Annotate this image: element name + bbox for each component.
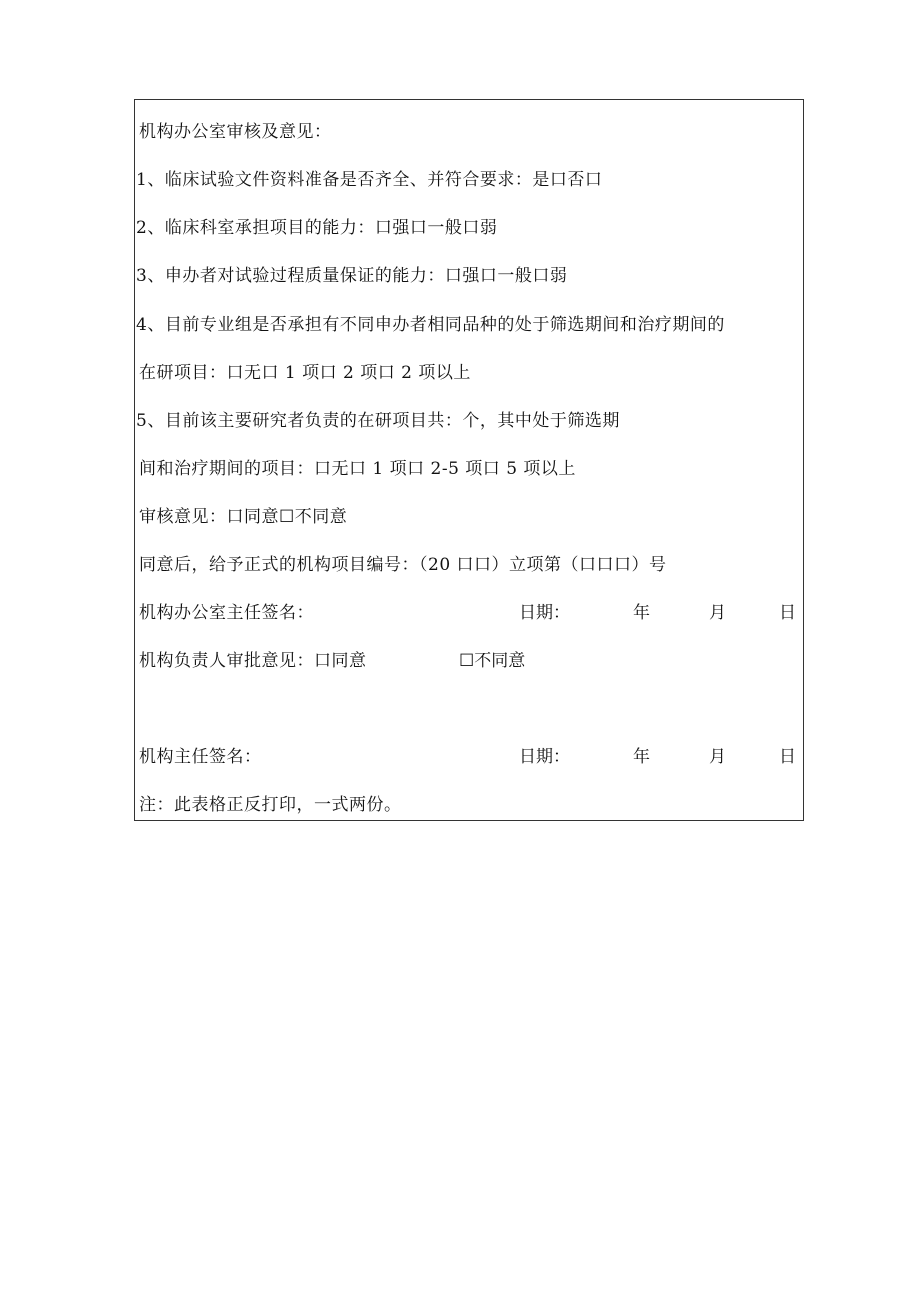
item-1-documents-complete: 1、临床试验文件资料准备是否齐全、并符合要求：是口否口 — [136, 170, 603, 190]
office-director-signature-label: 机构办公室主任签名： — [139, 603, 314, 623]
year-label-1: 年 — [633, 603, 650, 623]
year-label-2: 年 — [633, 747, 650, 767]
month-label-1: 月 — [709, 603, 726, 623]
office-review-title: 机构办公室审核及意见： — [139, 122, 332, 142]
item-4-line-2: 在研项目：口无口 1 项口 2 项口 2 项以上 — [139, 363, 471, 383]
item-5-line-2: 间和治疗期间的项目：口无口 1 项口 2-5 项口 5 项以上 — [139, 459, 576, 479]
item-3-sponsor-quality-assurance: 3、申办者对试验过程质量保证的能力：口强口一般口弱 — [136, 266, 568, 286]
date-label-1: 日期： — [519, 603, 570, 623]
director-signature-label: 机构主任签名： — [139, 747, 262, 767]
print-note: 注：此表格正反打印，一式两份。 — [139, 795, 402, 815]
item-5-line-1: 5、目前该主要研究者负责的在研项目共：个，其中处于筛选期 — [136, 411, 620, 431]
day-label-1: 日 — [779, 603, 796, 623]
head-approval-label: 机构负责人审批意见：口同意 — [139, 651, 367, 671]
month-label-2: 月 — [709, 747, 726, 767]
head-disagree-option: ☐不同意 — [459, 651, 526, 671]
review-form-table — [134, 99, 804, 821]
project-number: 同意后，给予正式的机构项目编号：（20 口口）立项第（口口口）号 — [139, 555, 667, 575]
review-opinion: 审核意见：口同意☐不同意 — [139, 507, 348, 527]
date-label-2: 日期： — [519, 747, 570, 767]
day-label-2: 日 — [779, 747, 796, 767]
item-4-line-1: 4、目前专业组是否承担有不同申办者相同品种的处于筛选期间和治疗期间的 — [136, 315, 725, 335]
item-2-department-capability: 2、临床科室承担项目的能力：口强口一般口弱 — [136, 218, 498, 238]
